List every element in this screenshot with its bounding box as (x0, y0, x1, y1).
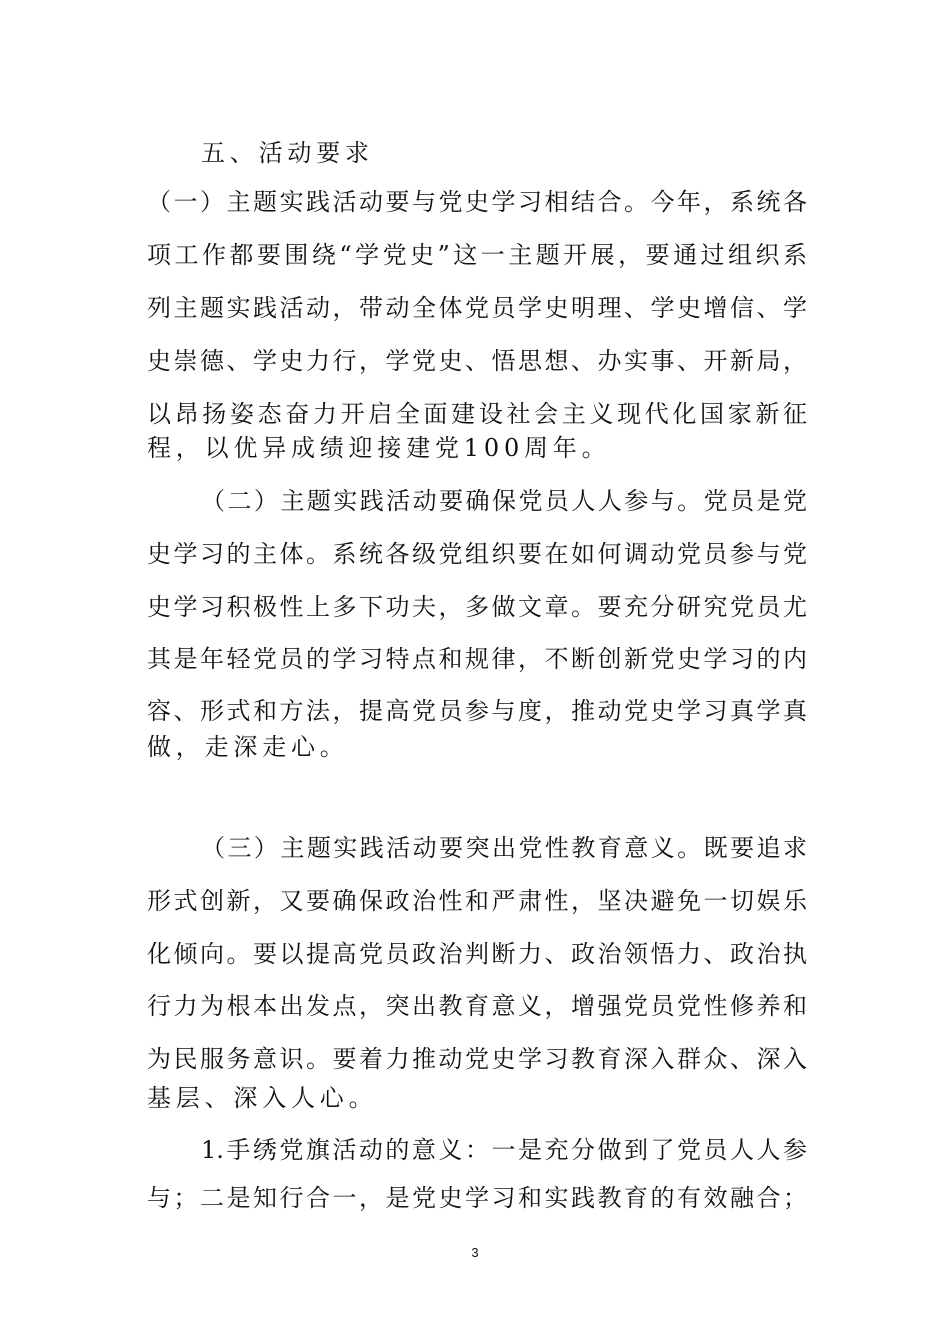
paragraph-line: 形式创新，又要确保政治性和严肃性，坚决避免一切娱乐 (147, 887, 807, 915)
paragraph-line: 史学习的主体。系统各级党组织要在如何调动党员参与党 (147, 540, 807, 568)
paragraph-line-last: 程，以优异成绩迎接建党100周年。 (147, 434, 611, 462)
paragraph-first-line: （二）主题实践活动要确保党员人人参与。党员是党 (201, 487, 807, 515)
paragraph-line-last: 基层、深入人心。 (147, 1084, 378, 1112)
paragraph-line: 列主题实践活动，带动全体党员学史明理、学史增信、学 (147, 294, 807, 322)
paragraph-line: 史学习积极性上多下功夫，多做文章。要充分研究党员尤 (147, 593, 807, 621)
paragraph-line: 史崇德、学史力行，学党史、悟思想、办实事、开新局， (147, 347, 807, 375)
paragraph-line: 其是年轻党员的学习特点和规律，不断创新党史学习的内 (147, 645, 807, 673)
section-heading: 五、活动要求 (201, 139, 374, 167)
page-number: 3 (471, 1245, 479, 1260)
paragraph-line: （一）主题实践活动要与党史学习相结合。今年，系统各 (147, 188, 807, 216)
paragraph-line: 以昂扬姿态奋力开启全面建设社会主义现代化国家新征 (147, 400, 807, 428)
paragraph-line: 容、形式和方法，提高党员参与度，推动党史学习真学真 (147, 697, 807, 725)
paragraph-line: 项工作都要围绕“学党史”这一主题开展，要通过组织系 (147, 241, 807, 269)
paragraph-line-last: 做，走深走心。 (147, 733, 349, 761)
paragraph-line: 为民服务意识。要着力推动党史学习教育深入群众、深入 (147, 1045, 807, 1073)
paragraph-first-line: 1.手绣党旗活动的意义：一是充分做到了党员人人参 (201, 1136, 807, 1164)
paragraph-first-line: （三）主题实践活动要突出党性教育意义。既要追求 (201, 834, 807, 862)
paragraph-line: 行力为根本出发点，突出教育意义，增强党员党性修养和 (147, 992, 807, 1020)
paragraph-line: 与；二是知行合一，是党史学习和实践教育的有效融合； (147, 1184, 807, 1212)
paragraph-line: 化倾向。要以提高党员政治判断力、政治领悟力、政治执 (147, 940, 807, 968)
